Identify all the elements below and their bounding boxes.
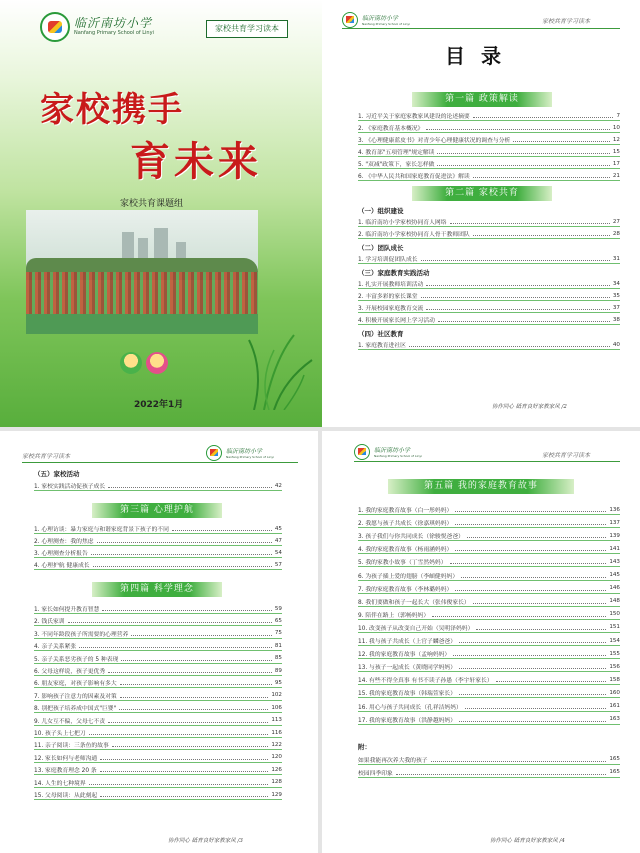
toc-entry[interactable] <box>34 616 282 626</box>
toc-title: 目录 <box>445 44 517 68</box>
leader-dots <box>426 305 610 310</box>
leader-dots <box>426 281 610 286</box>
header-school-name: 临沂南坊小学 <box>226 448 263 455</box>
toc-entry[interactable] <box>34 560 282 570</box>
toc-entry-page: 31 <box>612 255 620 262</box>
cover-page <box>0 0 322 427</box>
toc-entry[interactable] <box>358 755 620 765</box>
toc-entry-title: 3. 心理测查分析报告 <box>34 551 88 557</box>
toc-entry-title: 7. 我的家庭教育故事（李林璐妈妈） <box>358 586 453 593</box>
toc-entry-page: 10 <box>612 124 620 131</box>
cover-team: 家校共育课题组 <box>120 199 184 209</box>
toc-entry[interactable] <box>34 703 282 713</box>
toc-entry[interactable] <box>358 610 620 620</box>
subsection-title: （五）家校活动 <box>34 470 80 478</box>
toc-entry[interactable] <box>34 536 282 546</box>
header-school-en: Nanfang Primary School of Linyi <box>362 22 410 26</box>
toc-entry-page: 141 <box>609 545 620 552</box>
toc-entry[interactable] <box>358 315 620 325</box>
toc-entry-title: 1. 临沂南坊小学家校协同育人网络 <box>358 220 447 226</box>
toc-entry[interactable] <box>358 649 620 659</box>
leader-dots <box>112 742 268 747</box>
school-logo-icon <box>206 445 222 461</box>
toc-entry[interactable] <box>358 688 620 698</box>
leader-dots <box>473 231 610 236</box>
toc-entry-page: 113 <box>271 717 282 724</box>
toc-entry-title: 13. 与孩子一起成长（黄晓同学妈妈） <box>358 665 457 672</box>
toc-entry-page: 143 <box>609 558 620 565</box>
toc-entry[interactable] <box>358 584 620 594</box>
toc-entry-page: 150 <box>609 611 620 618</box>
toc-entry-title: 4. 我的家庭教育故事（杨雨涵妈妈） <box>358 547 453 554</box>
toc-entry[interactable] <box>358 229 620 239</box>
leader-dots <box>120 680 272 685</box>
section-title: 第五篇 我的家庭教育故事 <box>388 479 574 494</box>
toc-entry-page: 34 <box>612 280 620 287</box>
toc-page-4 <box>322 431 640 853</box>
toc-entry-title: 10. 孩子头上七把刀 <box>34 731 86 737</box>
toc-entry-title: 2. 心理测查：我的焦虑 <box>34 539 94 545</box>
toc-entry-title: 1. 扎实开展教师培训活动 <box>358 282 424 288</box>
footer-text: 协作同心 砥育良好家教家风 /3 <box>168 838 243 844</box>
toc-entry-page: 155 <box>609 650 620 657</box>
leader-dots <box>473 173 610 178</box>
toc-entry-title: 4. 积极开展家长网上学习活动 <box>358 318 435 324</box>
toc-entry[interactable] <box>358 123 620 133</box>
cover-title-line2: 育未来 <box>130 138 262 185</box>
toc-entry-title: 1. 学习培训促团队成长 <box>358 257 418 263</box>
section-title: 第四篇 科学理念 <box>92 582 222 597</box>
toc-entry-page: 75 <box>274 630 282 637</box>
subsection-title: （三）家庭教育实践活动 <box>358 269 430 277</box>
footer-text: 协作同心 砥育良好家教家风 /2 <box>492 404 567 410</box>
toc-entry[interactable] <box>358 623 620 633</box>
leader-dots <box>421 293 610 298</box>
toc-entry-page: 165 <box>609 769 620 776</box>
toc-entry-page: 45 <box>274 525 282 532</box>
toc-entry-page: 156 <box>609 663 620 670</box>
toc-entry-page: 47 <box>274 537 282 544</box>
toc-entry-page: 145 <box>609 572 620 578</box>
header-school-name: 临沂南坊小学 <box>362 15 399 22</box>
toc-entry[interactable] <box>358 518 620 528</box>
toc-entry-title: 5. "双减"政策下，家长怎样做 <box>358 162 435 168</box>
toc-entry[interactable] <box>34 753 282 763</box>
leader-dots <box>79 643 272 648</box>
leader-dots <box>455 507 606 512</box>
toc-entry-title: 9. 陪伴在路上（郭畅妈妈） <box>358 612 430 619</box>
toc-entry[interactable] <box>358 171 620 181</box>
toc-entry-title: 11. 我与孩子共成长（上官子麟爸爸） <box>358 639 457 645</box>
toc-entry[interactable] <box>358 505 620 515</box>
leader-dots <box>459 717 606 722</box>
toc-entry-title: 1. 家校实践活动促孩子成长 <box>34 484 106 490</box>
toc-entry[interactable] <box>358 636 620 646</box>
toc-entry[interactable] <box>358 571 620 581</box>
toc-entry-page: 81 <box>274 642 282 649</box>
cover-school-en: Nanfang Primary School of Linyi <box>74 30 154 36</box>
leader-dots <box>108 668 272 673</box>
toc-entry-page: 57 <box>274 561 282 568</box>
cover-title-line1: 家校携手 <box>40 90 184 130</box>
toc-entry-page: 15 <box>612 148 620 155</box>
leader-dots <box>450 559 607 564</box>
leader-dots <box>396 770 607 775</box>
toc-entry[interactable] <box>358 768 620 778</box>
grass-decoration-icon <box>244 330 314 410</box>
header-school-en: Nanfang Primary School of Linyi <box>226 455 274 459</box>
leader-dots <box>455 520 606 525</box>
toc-entry-page: 42 <box>274 482 282 489</box>
leader-dots <box>455 586 606 591</box>
toc-entry-page: 106 <box>271 704 282 711</box>
toc-entry-page: 158 <box>609 676 620 683</box>
toc-entry-page: 37 <box>612 304 620 311</box>
header-line <box>354 461 620 462</box>
leader-dots <box>426 125 610 130</box>
toc-entry-page: 139 <box>609 532 620 539</box>
toc-entry-title: 2. 临沂南坊小学家校协同育人骨干教师团队 <box>358 232 470 238</box>
toc-entry-page: 102 <box>271 692 282 699</box>
toc-entry-page: 54 <box>274 549 282 556</box>
leader-dots <box>455 546 606 551</box>
leader-dots <box>431 757 607 762</box>
toc-entry-title: 1. 我的家庭教育故事（白一彤妈妈） <box>358 508 453 514</box>
toc-entry-title: 3. 不同年龄段孩子所需要的心理营养 <box>34 631 129 638</box>
toc-entry-page: 116 <box>271 729 282 736</box>
toc-entry-title: 9. 儿女互不偏，父母七不责 <box>34 718 106 725</box>
leader-dots <box>100 767 269 772</box>
toc-entry[interactable] <box>358 135 620 145</box>
toc-entry-page: 136 <box>609 506 620 513</box>
toc-entry-title: 12. 我的家庭教育故事（孟响妈妈） <box>358 652 451 659</box>
toc-entry-page: 38 <box>612 316 620 323</box>
mascot-icon <box>146 352 168 374</box>
toc-entry-page: 21 <box>612 172 620 179</box>
toc-page-2 <box>322 0 640 427</box>
toc-entry-title: 校园四季印象 <box>358 770 393 777</box>
toc-entry[interactable] <box>34 524 282 534</box>
leader-dots <box>513 137 610 142</box>
toc-entry[interactable] <box>358 147 620 157</box>
leader-dots <box>108 718 268 723</box>
leader-dots <box>100 755 268 760</box>
leader-dots <box>68 618 272 623</box>
toc-entry-title: 5. 亲子关系恶劣孩子的 5 种表现 <box>34 656 119 663</box>
toc-entry-page: 17 <box>612 160 620 167</box>
toc-entry[interactable] <box>358 159 620 169</box>
school-logo-icon <box>354 444 370 460</box>
header-right-text: 家校共育学习读本 <box>542 18 591 25</box>
toc-entry-page: 27 <box>612 218 620 225</box>
toc-entry-page: 165 <box>609 756 620 763</box>
leader-dots <box>459 638 606 643</box>
toc-entry-title: 8. 我们要做和孩子一起长大（张伟俊家长） <box>358 599 470 606</box>
section-title: 第一篇 政策解读 <box>412 92 552 107</box>
toc-entry[interactable] <box>34 481 282 491</box>
toc-entry[interactable] <box>34 691 282 701</box>
toc-entry-title: 3. 开展校园家庭教育交流 <box>358 306 424 312</box>
toc-entry-title: 6. 朋友家庭，对孩子影响有多大 <box>34 681 117 688</box>
toc-entry-title: 1. 心理访谈：暴力家庭与和谐家庭背景下孩子的不同 <box>34 527 169 533</box>
toc-entry[interactable] <box>358 702 620 712</box>
toc-entry-page: 120 <box>271 754 282 761</box>
toc-entry-title: 2. 丰富多彩的家长课堂 <box>358 294 418 300</box>
toc-entry[interactable] <box>358 675 620 685</box>
toc-entry-title: 15. 我的家庭教育故事（韩瑞萱家长） <box>358 691 457 698</box>
toc-entry-title: 4. 教育部"五项管理"规定解读 <box>358 150 435 156</box>
toc-entry-page: 35 <box>612 292 620 299</box>
toc-entry-page: 163 <box>609 716 620 723</box>
toc-entry-page: 89 <box>274 667 282 674</box>
subsection-title: （四）社区教育 <box>358 330 404 338</box>
toc-entry-title: 1. 家长如何提升教育智慧 <box>34 607 100 613</box>
toc-entry-title: 13. 家庭教育理念 20 条 <box>34 768 97 775</box>
toc-entry-title: 6. 《中华人民共和国家庭教育促进法》解读 <box>358 174 470 180</box>
leader-dots <box>409 342 610 347</box>
toc-entry-title: 5. 我的家教小故事（丁雪然妈妈） <box>358 560 447 567</box>
leader-dots <box>93 562 272 567</box>
toc-entry-page: 126 <box>271 766 282 773</box>
toc-entry-page: 154 <box>609 637 620 644</box>
toc-entry-title: 如果我能再次养大我的孩子 <box>358 757 428 764</box>
school-logo-icon <box>40 12 70 42</box>
toc-entry-page: 59 <box>274 605 282 612</box>
toc-entry-page: 129 <box>271 791 282 798</box>
leader-dots <box>461 573 606 578</box>
toc-entry[interactable] <box>358 662 620 672</box>
toc-entry-page: 85 <box>274 655 282 662</box>
subsection-title: （二）团队成长 <box>358 244 404 252</box>
toc-entry-title: 4. 心理护航 健康成长 <box>34 563 90 569</box>
toc-entry-title: 12. 家长如何与老师沟通 <box>34 755 98 762</box>
header-school-en: Nanfang Primary School of Linyi <box>374 454 422 458</box>
toc-entry-page: 122 <box>271 741 282 748</box>
toc-entry[interactable] <box>34 654 282 664</box>
toc-entry-title: 15. 父母阅读：从此刻起 <box>34 793 98 799</box>
leader-dots <box>100 792 268 797</box>
toc-entry[interactable] <box>358 715 620 725</box>
toc-entry-title: 2. 《家庭教育基本概况》 <box>358 126 424 132</box>
toc-entry-title: 17. 我的家庭教育故事（洪静越妈妈） <box>358 717 457 724</box>
cover-tag: 家校共育学习读本 <box>206 20 288 38</box>
toc-entry-title: 4. 亲子关系紧张 <box>34 644 77 651</box>
leader-dots <box>496 677 607 682</box>
toc-entry-title: 3. 《心理健康蓝皮书》对青少年心理健康状况的调查与分析 <box>358 138 511 144</box>
header-line <box>342 28 620 29</box>
toc-entry-page: 148 <box>609 598 620 605</box>
toc-entry[interactable] <box>358 597 620 607</box>
toc-entry[interactable] <box>358 217 620 227</box>
mascot-icon <box>120 352 142 374</box>
toc-entry[interactable] <box>34 728 282 738</box>
toc-page-3 <box>0 431 318 853</box>
toc-entry[interactable] <box>358 279 620 289</box>
leader-dots <box>459 690 606 695</box>
leader-dots <box>450 219 610 224</box>
leader-dots <box>465 704 607 709</box>
leader-dots <box>102 606 272 611</box>
appendix-title: 附： <box>358 742 371 751</box>
leader-dots <box>432 612 606 617</box>
toc-entry-page: 146 <box>609 585 620 592</box>
leader-dots <box>97 538 272 543</box>
leader-dots <box>437 149 609 154</box>
toc-entry-title: 11. 亲子阅读：三条鱼的故事 <box>34 743 109 750</box>
toc-entry-title: 14. 有些不得全真事 有书不读子孙愚（李宇轩家长） <box>358 678 493 685</box>
toc-entry[interactable] <box>358 303 620 313</box>
leader-dots <box>108 483 272 488</box>
toc-entry[interactable] <box>358 557 620 567</box>
leader-dots <box>437 161 609 166</box>
toc-entry-title: 2. 钱氏家训 <box>34 619 65 626</box>
cover-photo-image <box>26 210 258 334</box>
leader-dots <box>91 550 272 555</box>
header-school-name: 临沂南坊小学 <box>374 447 411 454</box>
toc-entry-title: 14. 人生的七种境界 <box>34 780 86 787</box>
leader-dots <box>467 533 606 538</box>
section-title: 第三篇 心理护航 <box>92 503 222 518</box>
subsection-title: （一）组织建设 <box>358 207 404 215</box>
toc-entry-page: 151 <box>609 624 620 631</box>
toc-entry-page: 28 <box>612 230 620 237</box>
toc-entry-title: 8. 别把孩子培养成中国式"巨婴" <box>34 706 117 713</box>
leader-dots <box>421 256 610 261</box>
toc-entry[interactable] <box>34 790 282 800</box>
toc-entry[interactable] <box>34 740 282 750</box>
leader-dots <box>473 599 607 604</box>
toc-entry[interactable] <box>358 111 620 121</box>
leader-dots <box>89 780 269 785</box>
toc-entry[interactable] <box>358 544 620 554</box>
toc-entry-title: 1. 家庭教育进社区 <box>358 343 406 349</box>
toc-entry[interactable] <box>34 548 282 558</box>
leader-dots <box>120 693 269 698</box>
toc-entry[interactable] <box>34 678 282 688</box>
toc-entry[interactable] <box>34 765 282 775</box>
school-logo-icon <box>342 12 358 28</box>
toc-entry[interactable] <box>358 531 620 541</box>
toc-entry[interactable] <box>34 666 282 676</box>
leader-dots <box>121 656 272 661</box>
toc-entry-title: 7. 影响孩子注意力的因素及对策 <box>34 693 117 700</box>
toc-entry[interactable] <box>34 629 282 639</box>
toc-entry[interactable] <box>358 340 620 350</box>
header-right-text: 家校共育学习读本 <box>542 452 591 459</box>
leader-dots <box>459 664 606 669</box>
toc-entry[interactable] <box>34 641 282 651</box>
toc-entry-title: 3. 孩子我们与你共同成长（徐骏悦爸爸） <box>358 534 464 541</box>
section-title: 第二篇 家校共育 <box>412 186 552 201</box>
toc-entry-title: 16. 用心与孩子共同成长（孔祥洁妈妈） <box>358 704 462 711</box>
toc-entry-title: 6. 为孩子插上爱的翅膀（李頔健妈妈） <box>358 573 459 580</box>
leader-dots <box>131 631 272 636</box>
toc-entry-title: 6. 父母这样说，孩子更优秀 <box>34 669 106 675</box>
toc-entry-page: 160 <box>609 689 620 696</box>
cover-school-name: 临沂南坊小学 <box>74 16 153 30</box>
leader-dots <box>172 526 272 531</box>
toc-entry-page: 65 <box>274 617 282 624</box>
toc-entry[interactable] <box>34 604 282 614</box>
footer-text: 协作同心 砥育良好家教家风 /4 <box>490 838 565 844</box>
toc-entry[interactable] <box>358 254 620 264</box>
toc-entry[interactable] <box>34 716 282 726</box>
leader-dots <box>438 317 610 322</box>
toc-entry-page: 161 <box>609 703 620 709</box>
leader-dots <box>453 651 606 656</box>
toc-entry[interactable] <box>34 778 282 788</box>
leader-dots <box>473 113 614 118</box>
toc-entry-page: 128 <box>271 779 282 786</box>
leader-dots <box>119 705 268 710</box>
toc-entry-title: 2. 我愿与孩子共成长（徐嘉琪妈妈） <box>358 521 453 528</box>
toc-entry-page: 7 <box>616 112 620 119</box>
leader-dots <box>89 730 269 735</box>
toc-entry-title: 10. 改变孩子从改变自己开始（吴明泽妈妈） <box>358 625 474 632</box>
toc-entry[interactable] <box>358 291 620 301</box>
toc-entry-title: 1. 习近平关于家庭家教家风建设的论述摘要 <box>358 114 470 120</box>
toc-entry-page: 40 <box>612 341 620 348</box>
header-left-text: 家校共育学习读本 <box>22 453 71 460</box>
cover-date: 2022年1月 <box>134 400 184 410</box>
toc-entry-page: 12 <box>612 136 620 143</box>
leader-dots <box>476 625 606 630</box>
toc-entry-page: 137 <box>609 519 620 526</box>
header-line <box>22 462 298 463</box>
toc-entry-page: 95 <box>274 679 282 686</box>
